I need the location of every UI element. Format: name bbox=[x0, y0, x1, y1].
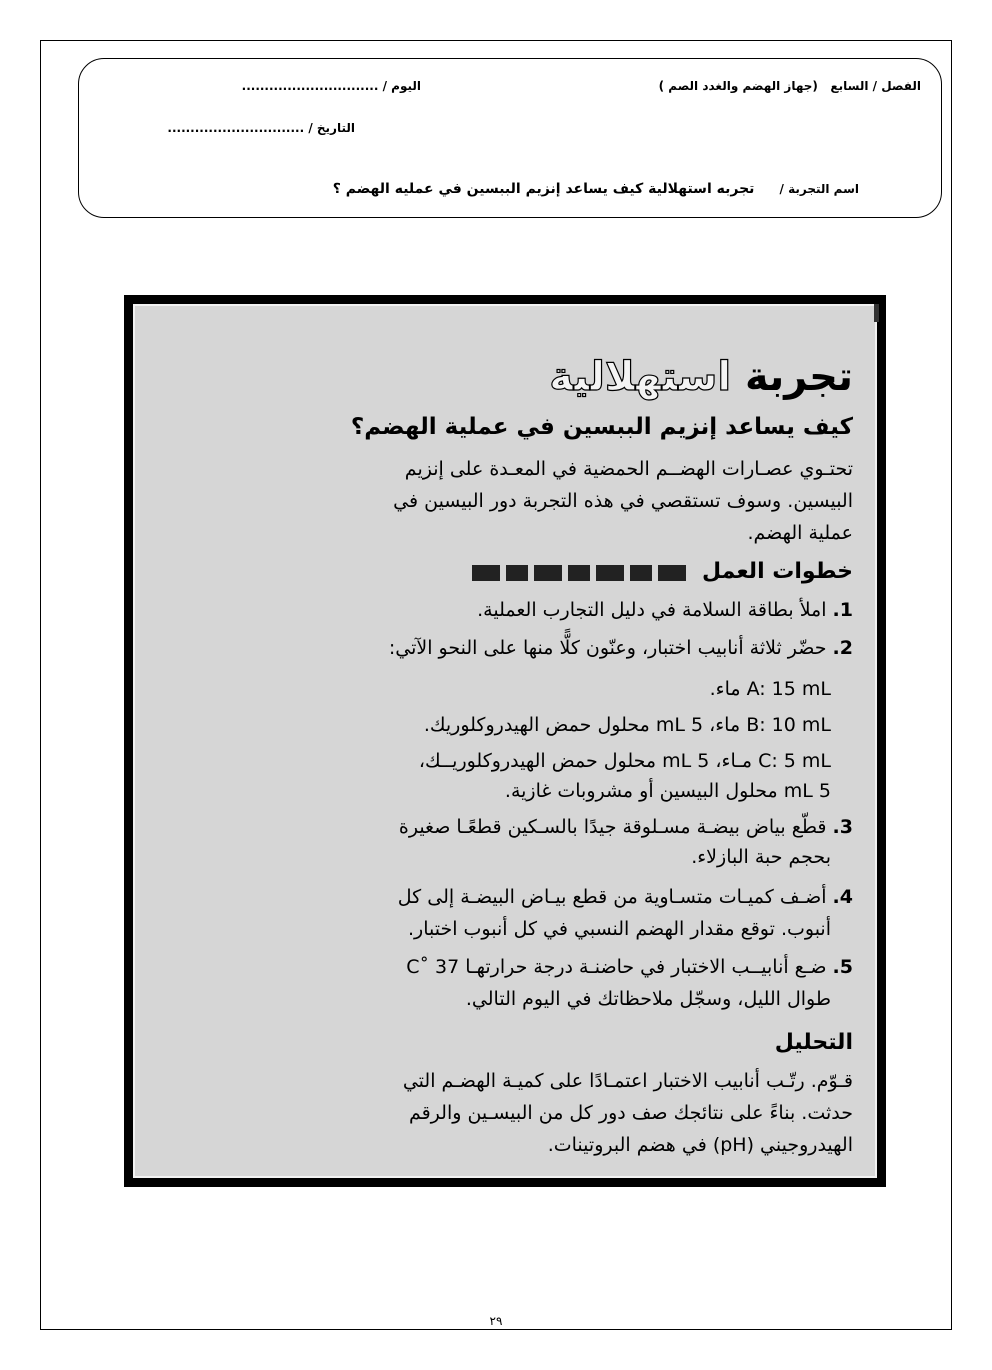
step-1 bbox=[477, 599, 853, 621]
safety-symbol-icon bbox=[630, 565, 652, 581]
safety-symbol-icon bbox=[534, 565, 562, 581]
step-5-cont: طوال الليل، وسجّل ملاحظاتك في اليوم التالي. bbox=[465, 988, 831, 1010]
tube-b: B: 10 mL ماء، 5 mL محلول حمض الهيدروكلوريك. bbox=[423, 714, 831, 736]
step-text: قطّع بياض بيضـة مسـلوقة جيدًا بالسـكين قطعًـا صغيرة bbox=[398, 816, 827, 838]
scan-subtitle: كيف يساعد إنزيم الببسين في عملية الهضم؟ bbox=[350, 414, 853, 440]
step-number: 4. bbox=[832, 886, 853, 908]
step-5 bbox=[406, 956, 853, 978]
analysis-line: قـوّم. رتّـب أنابيب الاختبار اعتمـادًا على كميـة الهضـم التي bbox=[402, 1070, 853, 1092]
step-number: 2. bbox=[832, 637, 853, 659]
experiment-title: تجربه استهلالية كيف يساعد إنزيم الببسين في عمليه الهضم ؟ bbox=[332, 181, 755, 197]
day-field[interactable] bbox=[242, 79, 421, 93]
chapter-label: الفصل / السابع bbox=[830, 79, 921, 93]
step-3-cont: بحجم حبة البازلاء. bbox=[691, 846, 831, 868]
intro-line: عملية الهضم. bbox=[747, 522, 853, 544]
scan-title-outline: استهلالية bbox=[549, 354, 732, 400]
scan-content bbox=[133, 304, 877, 1178]
step-number: 1. bbox=[832, 599, 853, 621]
step-4 bbox=[398, 886, 853, 908]
tube-a: A: 15 mL ماء. bbox=[709, 678, 831, 700]
date-label: التاريخ / bbox=[308, 121, 355, 135]
tube-c: C: 5 mL مـاء، 5 mL محلول حمض الهيدروكلوريــك، bbox=[418, 750, 831, 772]
step-number: 5. bbox=[832, 956, 853, 978]
steps-heading-text: خطوات العمل bbox=[702, 559, 853, 584]
date-field[interactable] bbox=[167, 121, 355, 135]
step-2 bbox=[389, 637, 853, 659]
safety-symbol-icon bbox=[472, 565, 500, 581]
steps-heading bbox=[466, 559, 853, 585]
safety-symbol-icon bbox=[658, 565, 686, 581]
step-number: 3. bbox=[832, 816, 853, 838]
intro-line: تحتـوي عصـارات الهضــم الحمضية في المعـدة على إنزيم bbox=[404, 458, 853, 480]
experiment-label: اسم التجربة / bbox=[779, 182, 859, 196]
analysis-line: الهيدروجيني (pH) في هضم البروتينات. bbox=[547, 1134, 853, 1156]
step-4-cont: أنبوب. توقع مقدار الهضم النسبي في كل أنبوب اختبار. bbox=[408, 918, 831, 940]
tube-c-cont: 5 mL محلول البيسين أو مشروبات غازية. bbox=[504, 780, 831, 802]
intro-line: البيسين. وسوف تستقصي في هذه التجربة دور البيسين في bbox=[393, 490, 853, 512]
step-text: أضـف كميـات متسـاوية من قطع بيـاض البيضـة إلى كل bbox=[397, 886, 827, 908]
chapter-info bbox=[659, 79, 921, 93]
day-dots: .............................. bbox=[241, 79, 379, 93]
safety-icons bbox=[466, 560, 686, 585]
scan-title bbox=[549, 354, 853, 400]
step-text: حضّر ثلاثة أنابيب اختبار، وعنّون كلًّا منها على النحو الآتي: bbox=[388, 637, 827, 659]
analysis-line: حدثت. بناءً على نتائجك صف دور كل من البيسـين والرقم bbox=[408, 1102, 853, 1124]
day-label: اليوم / bbox=[382, 79, 421, 93]
worksheet-header bbox=[78, 58, 942, 218]
scan-title-bold: تجربة bbox=[744, 354, 853, 400]
experiment-name bbox=[333, 181, 859, 197]
step-3 bbox=[399, 816, 853, 838]
page-number: ٢٩ bbox=[489, 1314, 503, 1328]
chapter-topic: (جهاز الهضم والغدد الصم ) bbox=[658, 79, 818, 93]
analysis-heading: التحليل bbox=[774, 1030, 853, 1055]
safety-symbol-icon bbox=[596, 565, 624, 581]
step-text: املأ بطاقة السلامة في دليل التجارب العملية. bbox=[477, 599, 827, 621]
step-text: ضـع أنابيــب الاختبار في حاضنـة درجة حرارتهـا 37 ˚C bbox=[406, 956, 827, 978]
date-dots: .............................. bbox=[167, 121, 305, 135]
safety-symbol-icon bbox=[568, 565, 590, 581]
textbook-scan bbox=[124, 295, 886, 1187]
safety-symbol-icon bbox=[506, 565, 528, 581]
